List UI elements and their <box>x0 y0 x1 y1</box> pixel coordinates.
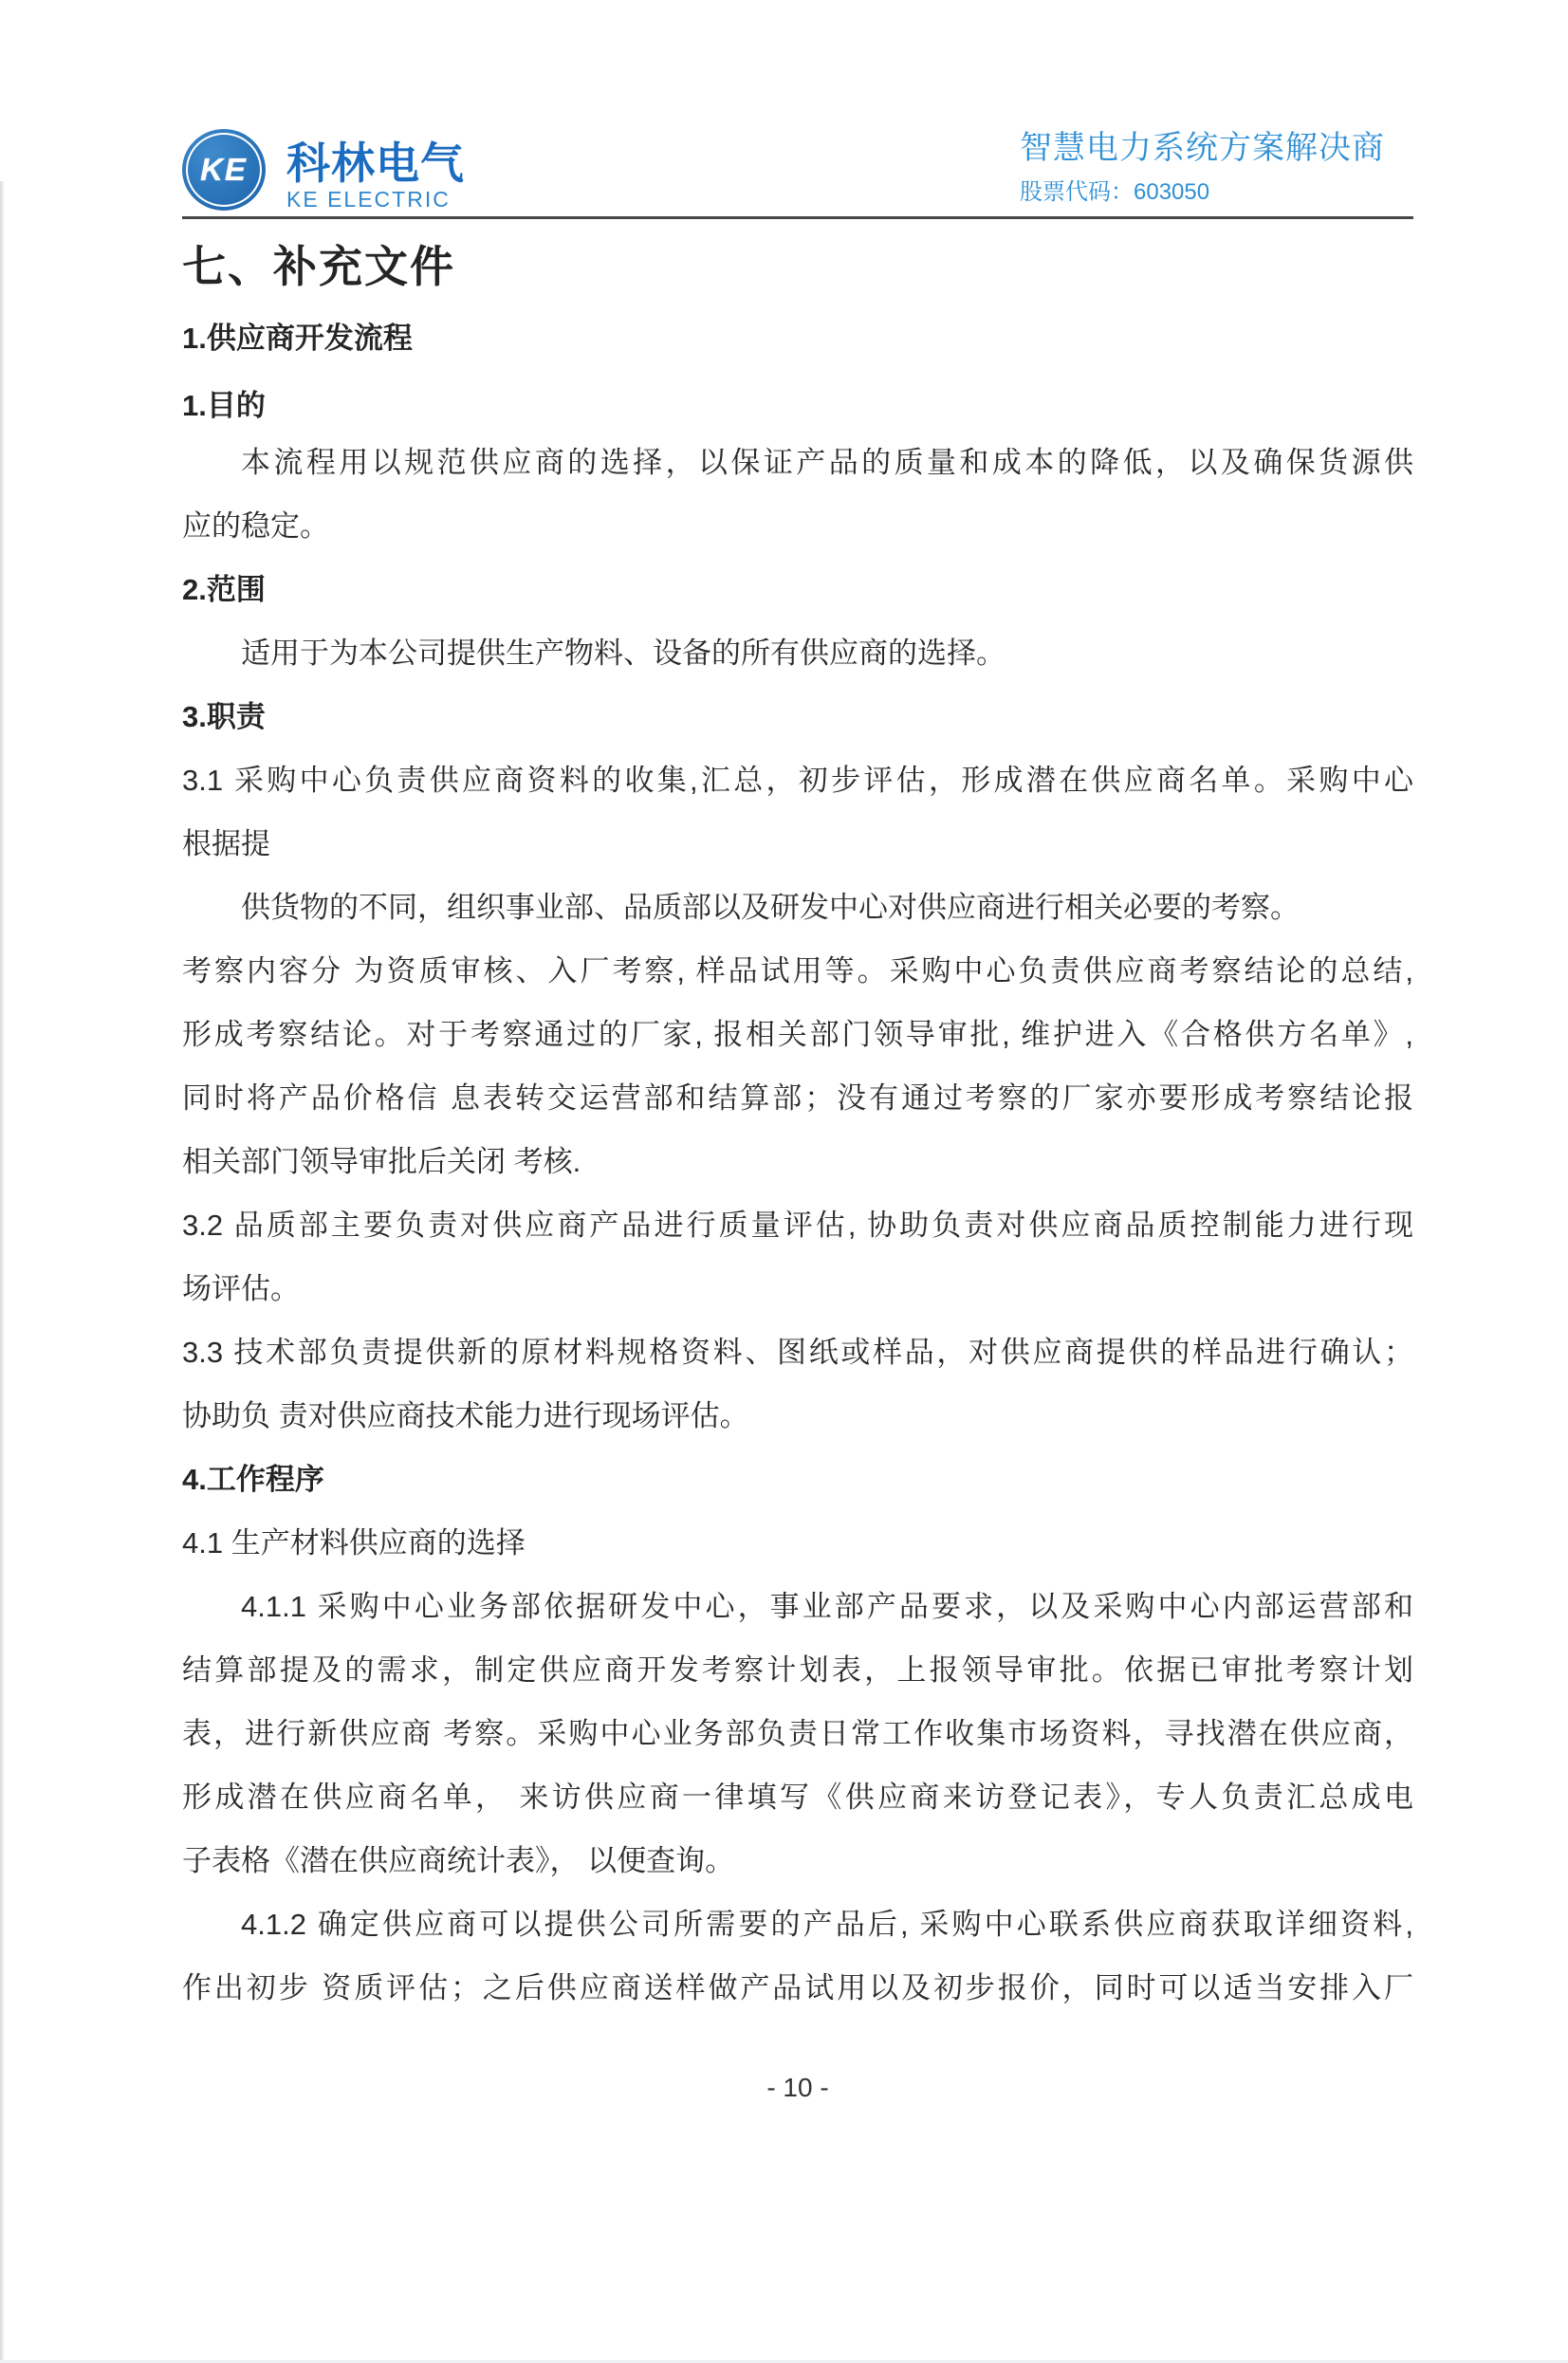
text-line: 应的稳定。 <box>182 509 329 543</box>
text-line: 3.3 技术部负责提供新的原材料规格资料、图纸或样品，对供应商提供的样品进行确认； <box>182 1336 1413 1369</box>
text-line: 协助负 责对供应商技术能力进行现场评估。 <box>182 1399 749 1432</box>
text-line: 3.2 品质部主要负责对供应商产品进行质量评估, 协助负责对供应商品质控制能力进行现 <box>182 1209 1413 1242</box>
page-header <box>182 129 1413 212</box>
text-line: 根据提 <box>182 827 270 860</box>
section-heading-flow: 1.供应商开发流程 <box>182 322 413 355</box>
text-line: 适用于为本公司提供生产物料、设备的所有供应商的选择。 <box>241 637 1005 670</box>
text-line: 供货物的不同，组织事业部、品质部以及研发中心对供应商进行相关必要的考察。 <box>241 891 1300 924</box>
page-number: - 10 - <box>766 2073 829 2102</box>
text-line: 形成考察结论。对于考察通过的厂家, 报相关部门领导审批, 维护进入《合格供方名单》, <box>182 1018 1413 1051</box>
text-line: 4.1.1 采购中心业务部依据研发中心，事业部产品要求，以及采购中心内部运营部和 <box>241 1590 1413 1623</box>
company-slogan: 智慧电力系统方案解决商 <box>1020 130 1385 166</box>
text-line: 场评估。 <box>182 1272 300 1305</box>
document-page <box>0 129 1568 2103</box>
text-line: 结算部提及的需求，制定供应商开发考察计划表，上报领导审批。依据已审批考察计划 <box>182 1653 1413 1687</box>
company-name-en: KE ELECTRIC <box>286 187 451 212</box>
logo-text-block <box>286 129 465 212</box>
text-line: 子表格《潜在供应商统计表》， 以便查询。 <box>182 1844 735 1877</box>
text-line: 4.1.2 确定供应商可以提供公司所需要的产品后, 采购中心联系供应商获取详细资料, <box>241 1908 1413 1941</box>
text-line: 作出初步 资质评估；之后供应商送样做产品试用以及初步报价，同时可以适当安排入厂 <box>182 1971 1413 2004</box>
section-heading-duty: 3.职责 <box>182 700 266 733</box>
text-line: 本流程用以规范供应商的选择，以保证产品的质量和成本的降低，以及确保货源供 <box>241 446 1413 479</box>
document-body <box>182 431 1413 2020</box>
section-heading-procedure: 4.工作程序 <box>182 1463 324 1496</box>
text-line: 考察内容分 为资质审核、入厂考察, 样品试用等。采购中心负责供应商考察结论的总结, <box>182 954 1413 988</box>
text-line: 相关部门领导审批后关闭 考核. <box>182 1145 581 1178</box>
text-line: 4.1 生产材料供应商的选择 <box>182 1526 526 1560</box>
header-right-block <box>1020 129 1385 207</box>
logo-badge-text: KE <box>200 152 248 187</box>
text-line: 同时将产品价格信 息表转交运营部和结算部；没有通过考察的厂家亦要形成考察结论报 <box>182 1081 1413 1115</box>
page-edge-artifact <box>0 181 4 2363</box>
text-line: 3.1 采购中心负责供应商资料的收集,汇总，初步评估，形成潜在供应商名单。采购中心 <box>182 764 1413 797</box>
logo-ring <box>186 133 262 207</box>
company-name-cn: 科林电气 <box>286 138 465 188</box>
page-title: 七、补充文件 <box>182 242 455 291</box>
text-line: 形成潜在供应商名单， 来访供应商一律填写《供应商来访登记表》，专人负责汇总成电 <box>182 1781 1413 1814</box>
stock-code: 股票代码：603050 <box>1020 179 1210 205</box>
text-line: 表，进行新供应商 考察。采购中心业务部负责日常工作收集市场资料，寻找潜在供应商， <box>182 1717 1413 1750</box>
section-heading-scope: 2.范围 <box>182 573 266 606</box>
header-divider <box>182 216 1413 219</box>
company-logo <box>182 129 465 212</box>
section-heading-purpose: 1.目的 <box>182 389 266 422</box>
ke-logo-icon <box>182 129 266 211</box>
